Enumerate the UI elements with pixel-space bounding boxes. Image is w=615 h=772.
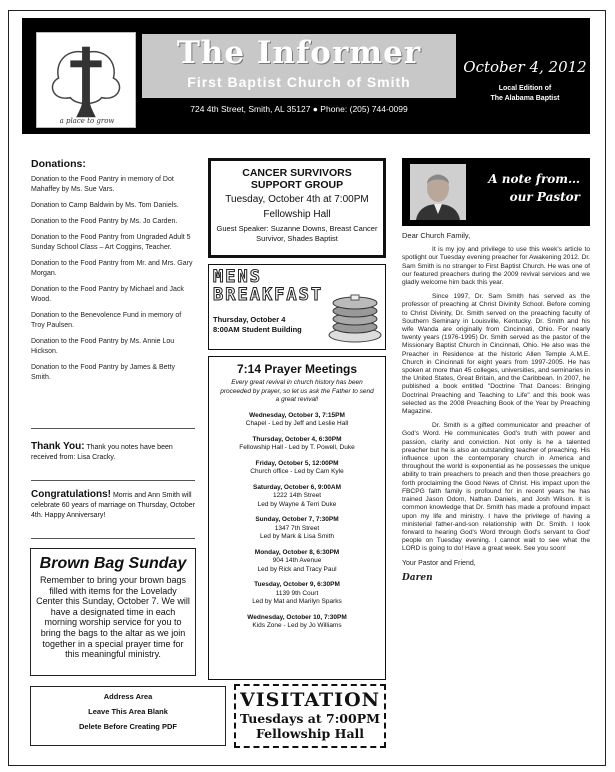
thanks-heading: Thank You: bbox=[31, 441, 85, 452]
address-line-3: Delete Before Creating PDF bbox=[79, 722, 177, 731]
letter-paragraph: Since 1997, Dr. Sam Smith has served as the professor of preaching at Christ Divinity School. Before coming to Christ Divinity, Dr. Smith served on the preaching faculty of Southern Seminary in Louisville, Kentucky. Dr. Smith and his wife Wanda are originally from Cincinnati, Ohio. For nearly twenty years (1976-1995) Dr. Smith served as the pastor of the Missionary Baptist Church in Cincinnati, Ohio. He also was the Preacher in Residence at the historic Allen Temple A.M.E. Church in Cincinnati for eight years from 1997-2005. He has spoken at more than 45 colleges, universities, and seminaries in the United States, Great Britain, and the Caribbean. In 2007, he published a book entitled "Doctrine That Dances: Bringing Doctrinal Preaching and Teaching to Life" and this book was selected as the 2008 Preaching Book of the Year by Preaching Magazine. bbox=[402, 293, 590, 416]
prayer-quote: Every great revival in church history has been proceeded by prayer, so let us ask the Father to send a great revival! bbox=[220, 379, 374, 403]
address-line-2: Leave This Area Blank bbox=[88, 707, 168, 716]
visitation-when: Tuesdays at 7:00PM bbox=[240, 711, 380, 726]
donation-item: Donation to the Food Pantry by Ms. Annie Lou Hickson. bbox=[31, 338, 175, 355]
prayer-meeting-date: Monday, October 8, 6:30PM bbox=[254, 548, 340, 556]
prayer-meeting-item bbox=[209, 412, 385, 429]
letter-greeting: Dear Church Family, bbox=[402, 231, 471, 240]
prayer-meeting-desc: Fellowship Hall - Led by T. Powell, Duke bbox=[239, 444, 355, 451]
note-line-2: our Pastor bbox=[509, 190, 580, 204]
donation-item: Donation to the Benevolence Fund in memory of Troy Paulsen. bbox=[31, 312, 182, 329]
donation-item: Donation to Camp Baldwin by Ms. Tom Daniels. bbox=[31, 202, 179, 209]
prayer-meeting-date: Thursday, October 4, 6:30PM bbox=[252, 435, 342, 443]
prayer-meeting-desc: 1222 14th Street Led by Wayne & Terri Duke bbox=[257, 492, 337, 508]
title-box bbox=[142, 34, 456, 98]
pastor-signature: Daren bbox=[402, 572, 433, 583]
prayer-meeting-date: Saturday, October 6, 9:00AM bbox=[252, 483, 342, 491]
newsletter-title: The Informer bbox=[176, 35, 422, 71]
letter-paragraph: It is my joy and privilege to use this week's article to spotlight our Tuesday evening preacher for Awakening 2012. Dr. Sam Smith is no stranger to First Baptist Church. He was one of our featured preachers during the 2009 revival services and we gladly welcome him back this year. bbox=[402, 246, 590, 287]
church-logo bbox=[36, 32, 136, 128]
edition-line-1: Local Edition of bbox=[498, 85, 552, 92]
brown-bag-title: Brown Bag Sunday bbox=[39, 555, 187, 572]
thanks-text: Thank you notes have been received from: Lisa Cracky. bbox=[31, 444, 173, 461]
donation-item: Donation to the Food Pantry by Michael and Jack Wood. bbox=[31, 286, 184, 303]
pastor-letter bbox=[402, 232, 590, 588]
prayer-meeting-item bbox=[209, 614, 385, 631]
prayer-meeting-date: Sunday, October 7, 7:30PM bbox=[255, 516, 339, 523]
mens-word: MENS bbox=[213, 267, 262, 287]
donation-item: Donation to the Food Pantry from Ungraded Adult 5 Sunday School Class – Art Coggins, Teacher. bbox=[31, 234, 191, 251]
divider bbox=[31, 428, 195, 429]
pastor-note-title bbox=[472, 170, 586, 206]
mens-date: Thursday, October 4 bbox=[213, 315, 286, 324]
prayer-meetings-box bbox=[208, 356, 386, 680]
cancer-date: Tuesday, October 4th at 7:00PM bbox=[225, 194, 369, 205]
cancer-title-2: SUPPORT GROUP bbox=[250, 179, 344, 191]
mens-info bbox=[213, 315, 302, 335]
prayer-meeting-item bbox=[209, 484, 385, 510]
breakfast-word: BREAKFAST bbox=[213, 285, 324, 305]
visitation-where: Fellowship Hall bbox=[255, 726, 365, 741]
donations-heading: Donations: bbox=[31, 158, 86, 170]
prayer-meeting-item bbox=[209, 549, 385, 575]
brown-bag-body: Remember to bring your brown bags filled with items for the Lovelady Center this Sunday, October 7. We will have a designated time in each morning worship service for you to bring the bags to the altar as we join together in a special prayer time for this meaningful ministry. bbox=[36, 575, 190, 660]
letter-paragraph: Dr. Smith is a gifted communicator and preacher of God's Word. He communicates God's truth with power and passion, clarity and conviction. Not only is he a talented preacher but he is also an outstanding teacher of preaching. His influence upon the contemporary church in America and throughout the world is exponential as he possesses the unique ability to train preachers to preach and then those preachers go forth proclaiming the Good News of Christ. His impact upon the FBCPG faith family is profound for in recent years he has trained Jason Odom, Nathan Daniels, and Josh Wilson. It is common knowledge that Dr. Smith has made a profound impact upon my life and ministry. I have the privilege of having a ministerial father-and-son relationship with Dr. Smith. I look forward to hearing God's Word through God's servant to God' people on Tuesday evening. I cannot wait to see what the LORD is going to do! Have a great week. See you soon! bbox=[402, 422, 590, 553]
pastor-photo bbox=[410, 164, 466, 220]
congrats-heading: Congratulations! bbox=[31, 489, 111, 500]
prayer-meeting-date: Wednesday, October 10, 7:30PM bbox=[247, 613, 347, 621]
pastor-header bbox=[402, 158, 590, 226]
prayer-list bbox=[209, 412, 385, 631]
issue-date: October 4, 2012 bbox=[463, 58, 587, 76]
prayer-meeting-desc: Chapel - Led by Jeff and Leslie Hall bbox=[245, 420, 349, 427]
mens-breakfast-box bbox=[208, 264, 386, 350]
cross-tree-icon bbox=[37, 33, 135, 127]
donation-item: Donation to the Food Pantry by Ms. Jo Carden. bbox=[31, 218, 178, 225]
cancer-place: Fellowship Hall bbox=[263, 209, 331, 220]
prayer-meeting-desc: Kids Zone - Led by Jo Williams bbox=[252, 622, 342, 629]
prayer-meeting-date: Friday, October 5, 12:00PM bbox=[255, 459, 339, 467]
visitation-box bbox=[234, 684, 386, 748]
church-name: First Baptist Church of Smith bbox=[187, 74, 411, 90]
edition-line-2: The Alabama Baptist bbox=[490, 95, 560, 102]
congrats-text: Morris and Ann Smith will celebrate 60 years of marriage on Thursday, October 4th. Happy Anniversary! bbox=[31, 492, 195, 519]
cancer-guest: Guest Speaker: Suzanne Downs, Breast Cancer Survivor, Shades Baptist bbox=[216, 224, 378, 243]
edition-note bbox=[462, 84, 588, 104]
cancer-title-1: CANCER SURVIVORS bbox=[242, 167, 352, 179]
prayer-meeting-item bbox=[209, 460, 385, 477]
church-address: 724 4th Street, Smith, AL 35127 ● Phone: (205) 744-0099 bbox=[190, 104, 408, 114]
letter-body bbox=[402, 246, 590, 553]
prayer-meeting-desc: 1139 9th Court Led by Mat and Marilyn Sparks bbox=[252, 589, 342, 605]
prayer-meeting-item bbox=[209, 581, 385, 607]
donation-item: Donation to the Food Pantry in memory of Dot Mahaffey by Ms. Sue Vars. bbox=[31, 176, 174, 193]
cancer-support-box bbox=[208, 158, 386, 258]
donation-item: Donation to the Food Pantry by James & Betty Smith. bbox=[31, 364, 175, 381]
pancakes-icon bbox=[327, 285, 383, 345]
prayer-meeting-date: Wednesday, October 3, 7:15PM bbox=[249, 411, 345, 419]
prayer-meeting-desc: Church office - Led by Cam Kyle bbox=[250, 468, 344, 475]
prayer-meeting-desc: 904 14th Avenue Led by Rick and Tracy Paul bbox=[257, 557, 337, 573]
note-line-1: A note from… bbox=[488, 172, 580, 186]
visitation-title: VISITATION bbox=[236, 689, 384, 711]
address-area bbox=[30, 686, 226, 746]
prayer-meeting-date: Tuesday, October 9, 6:30PM bbox=[254, 581, 340, 588]
person-icon bbox=[410, 164, 466, 220]
brown-bag-box bbox=[30, 548, 196, 676]
prayer-meeting-item bbox=[209, 516, 385, 542]
prayer-title: 7:14 Prayer Meetings bbox=[236, 362, 358, 376]
prayer-meeting-desc: 1347 7th Street Led by Mark & Lisa Smith bbox=[259, 524, 335, 540]
divider bbox=[31, 538, 195, 539]
thanks-section bbox=[31, 442, 195, 463]
prayer-meeting-item bbox=[209, 436, 385, 453]
mens-time: 8:00AM Student Building bbox=[213, 325, 302, 334]
congrats-section bbox=[31, 490, 195, 521]
divider bbox=[31, 480, 195, 481]
address-line-1: Address Area bbox=[103, 692, 153, 701]
letter-closing: Your Pastor and Friend, bbox=[402, 559, 476, 567]
donation-item: Donation to the Food Pantry from Mr. and Mrs. Gary Morgan. bbox=[31, 260, 193, 277]
donations-list bbox=[31, 175, 195, 383]
donations-section bbox=[31, 158, 195, 389]
logo-tagline: a place to grow bbox=[59, 117, 115, 125]
